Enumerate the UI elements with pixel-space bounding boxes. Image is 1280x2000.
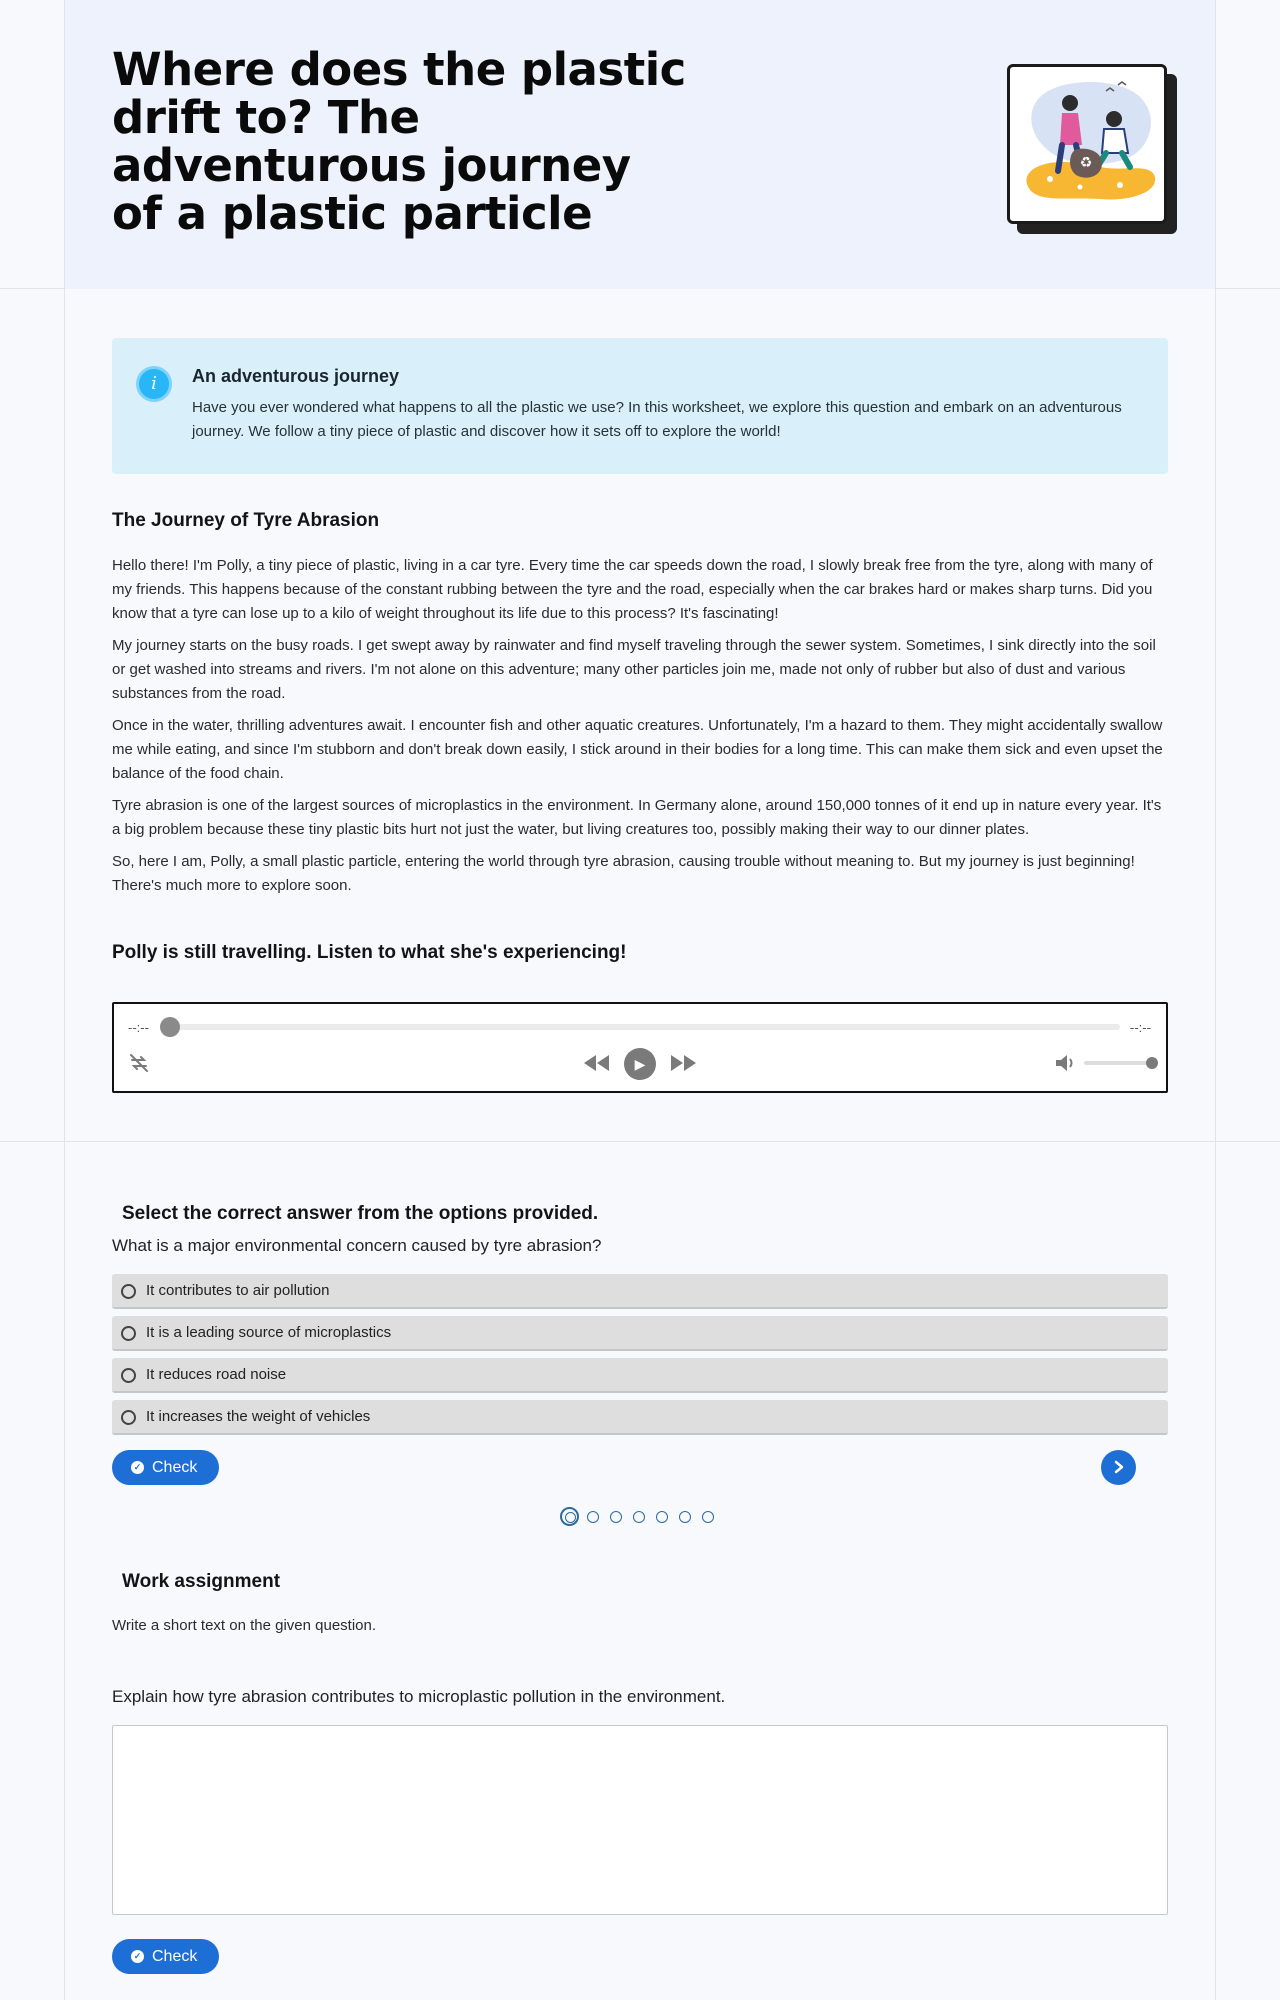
duration: --:-- (1130, 1020, 1151, 1035)
check-label: Check (152, 1948, 198, 1965)
quiz-option[interactable] (112, 1358, 1168, 1393)
check-label: Check (152, 1459, 198, 1476)
story-title: The Journey of Tyre Abrasion (112, 510, 380, 531)
work-check-button[interactable] (112, 1939, 219, 1974)
check-circle-icon: ✓ (131, 1461, 144, 1474)
work-question: Explain how tyre abrasion contributes to microplastic pollution in the environment. (112, 1687, 726, 1706)
repeat-off-icon[interactable] (128, 1052, 150, 1079)
plastic-cleanup-illustration (1010, 67, 1164, 221)
check-circle-icon: ✓ (131, 1950, 144, 1963)
story-body (112, 554, 1172, 906)
option-label: It contributes to air pollution (146, 1282, 330, 1299)
story-paragraph: Tyre abrasion is one of the largest sources of microplastics in the environment. In Germany alone, around 150,000 tonnes of it end up in nature every year. It's a big problem because these tiny plastic bits hurt not just the water, but living creatures too, possibly making their way to our dinner plates. (112, 797, 1162, 838)
chevron-right-icon (1112, 1460, 1126, 1474)
option-label: It increases the weight of vehicles (146, 1408, 371, 1425)
radio-button[interactable] (121, 1368, 136, 1383)
page-title: Where does the plastic drift to? The adventurous journey of a plastic particle (112, 43, 686, 240)
quiz-option[interactable] (112, 1274, 1168, 1309)
quiz-option[interactable] (112, 1316, 1168, 1351)
answer-textarea[interactable] (112, 1725, 1168, 1915)
work-subtitle: Write a short text on the given question. (112, 1617, 377, 1634)
info-callout (112, 338, 1168, 474)
volume-icon[interactable] (1054, 1053, 1076, 1078)
radio-button[interactable] (121, 1410, 136, 1425)
audio-player (112, 1002, 1168, 1093)
option-label: It is a leading source of microplastics (146, 1324, 392, 1341)
pagination-dot[interactable] (679, 1511, 691, 1523)
pagination-dot[interactable] (560, 1507, 579, 1526)
section-divider (0, 1141, 1280, 1142)
story-paragraph: Once in the water, thrilling adventures await. I encounter fish and other aquatic creatures. Unfortunately, I'm a hazard to them. They might accidentally swallow me while eating, and since I'm stubborn and don't break down easily, I stick around in their bodies for a long time. This can make them sick and even upset the balance of the food chain. (112, 717, 1163, 782)
audio-heading: Polly is still travelling. Listen to what she's experiencing! (112, 942, 627, 963)
radio-button[interactable] (121, 1326, 136, 1341)
quiz-question: What is a major environmental concern caused by tyre abrasion? (112, 1236, 602, 1255)
pagination-dot[interactable] (656, 1511, 668, 1523)
next-question-button[interactable] (1101, 1450, 1136, 1485)
rewind-icon[interactable] (582, 1053, 610, 1078)
info-text: Have you ever wondered what happens to all the plastic we use? In this worksheet, we explore this question and embark on an adventurous journey. We follow a tiny piece of plastic and discover how it sets off to explore the world! (192, 399, 1122, 440)
pagination-dot[interactable] (633, 1511, 645, 1523)
quiz-check-button[interactable] (112, 1450, 219, 1485)
story-paragraph: My journey starts on the busy roads. I get swept away by rainwater and find myself traveling through the sewer system. Sometimes, I sink directly into the soil or get washed into streams and rivers. I'm not alone on this adventure; many other particles join me, made not only of rubber but also of dust and various substances from the road. (112, 637, 1156, 702)
quiz-option[interactable] (112, 1400, 1168, 1435)
seek-bar[interactable] (160, 1024, 1120, 1030)
volume-knob[interactable] (1146, 1057, 1158, 1069)
pagination-dot[interactable] (702, 1511, 714, 1523)
hero-illustration (1007, 64, 1167, 224)
svg-text:♻: ♻ (1079, 155, 1093, 171)
pagination-dot[interactable] (587, 1511, 599, 1523)
frame-right-border (1215, 0, 1216, 2000)
frame-left-border (64, 0, 65, 2000)
story-paragraph: So, here I am, Polly, a small plastic particle, entering the world through tyre abrasion, causing trouble without meaning to. But my journey is just beginning! There's much more to explore soon. (112, 853, 1135, 894)
seek-knob[interactable] (160, 1017, 180, 1037)
info-icon: i (136, 366, 172, 402)
quiz-heading: Select the correct answer from the options provided. (122, 1203, 599, 1224)
current-time: --:-- (128, 1020, 149, 1035)
info-title: An adventurous journey (192, 366, 400, 386)
pagination-dot[interactable] (610, 1511, 622, 1523)
option-label: It reduces road noise (146, 1366, 287, 1383)
fast-forward-icon[interactable] (670, 1053, 698, 1078)
radio-button[interactable] (121, 1284, 136, 1299)
play-button[interactable]: ▶ (624, 1048, 656, 1080)
story-paragraph: Hello there! I'm Polly, a tiny piece of plastic, living in a car tyre. Every time the car speeds down the road, I slowly break free from the tyre, along with many of my friends. This happens because of the constant rubbing between the tyre and the road, especially when the car brakes hard or makes sharp turns. Did you know that a tyre can lose up to a kilo of weight throughout its life due to this process? It's fascinating! (112, 557, 1153, 622)
page-header (0, 0, 1280, 289)
work-title: Work assignment (122, 1571, 281, 1592)
